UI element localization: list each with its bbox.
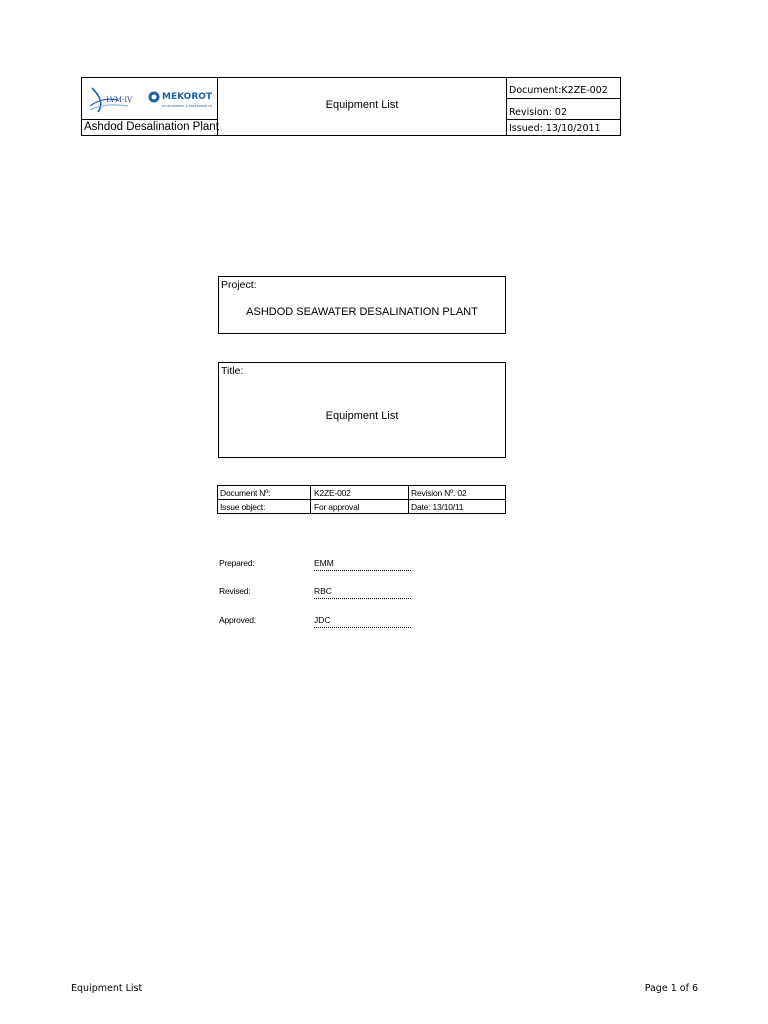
approved-by: JDC [314, 615, 331, 625]
document-code: Document:K2ZE-002 [509, 85, 608, 96]
approved-signature-line [314, 627, 411, 628]
prepared-label: Prepared: [219, 558, 255, 568]
title-label: Title: [221, 365, 244, 377]
footer-title: Equipment List [71, 983, 143, 994]
company-logo [88, 82, 212, 116]
title-box [218, 362, 506, 458]
page-number: Page 1 of 6 [644, 983, 698, 994]
logo-text-dev: DEVELOPMENT & ENTERPRISE LTD. [162, 104, 212, 108]
project-name: ASHDOD SEAWATER DESALINATION PLANT [246, 306, 478, 318]
issue-object-label: Issue object: [220, 502, 266, 512]
document-info-table [217, 485, 506, 514]
issued-date: Issued: 13/10/2011 [509, 123, 601, 134]
issue-object: For approval [314, 502, 360, 512]
prepared-signature-line [314, 570, 411, 571]
title-value: Equipment List [325, 410, 399, 422]
revision-number: Revision Nº. 02 [411, 488, 467, 498]
issue-date: Date: 13/10/11 [411, 502, 464, 512]
prepared-by: EMM [314, 558, 334, 568]
approved-label: Approved: [219, 615, 256, 625]
logo-graphic [88, 82, 212, 116]
logo-text-lvm: LVM-IV [106, 96, 133, 104]
logo-text-mekorot: MEKOROT [162, 92, 212, 102]
header-title: Equipment List [325, 99, 399, 111]
document-header [81, 77, 621, 136]
revision-label: Revision: 02 [509, 107, 568, 118]
plant-name: Ashdod Desalination Plant [84, 121, 219, 133]
project-box [218, 276, 506, 334]
doc-number: K2ZE-002 [314, 488, 351, 498]
project-label: Project: [221, 279, 257, 291]
revised-label: Revised: [219, 586, 251, 596]
revised-by: RBC [314, 586, 332, 596]
doc-number-label: Document Nº: [220, 488, 271, 498]
revised-signature-line [314, 598, 411, 599]
